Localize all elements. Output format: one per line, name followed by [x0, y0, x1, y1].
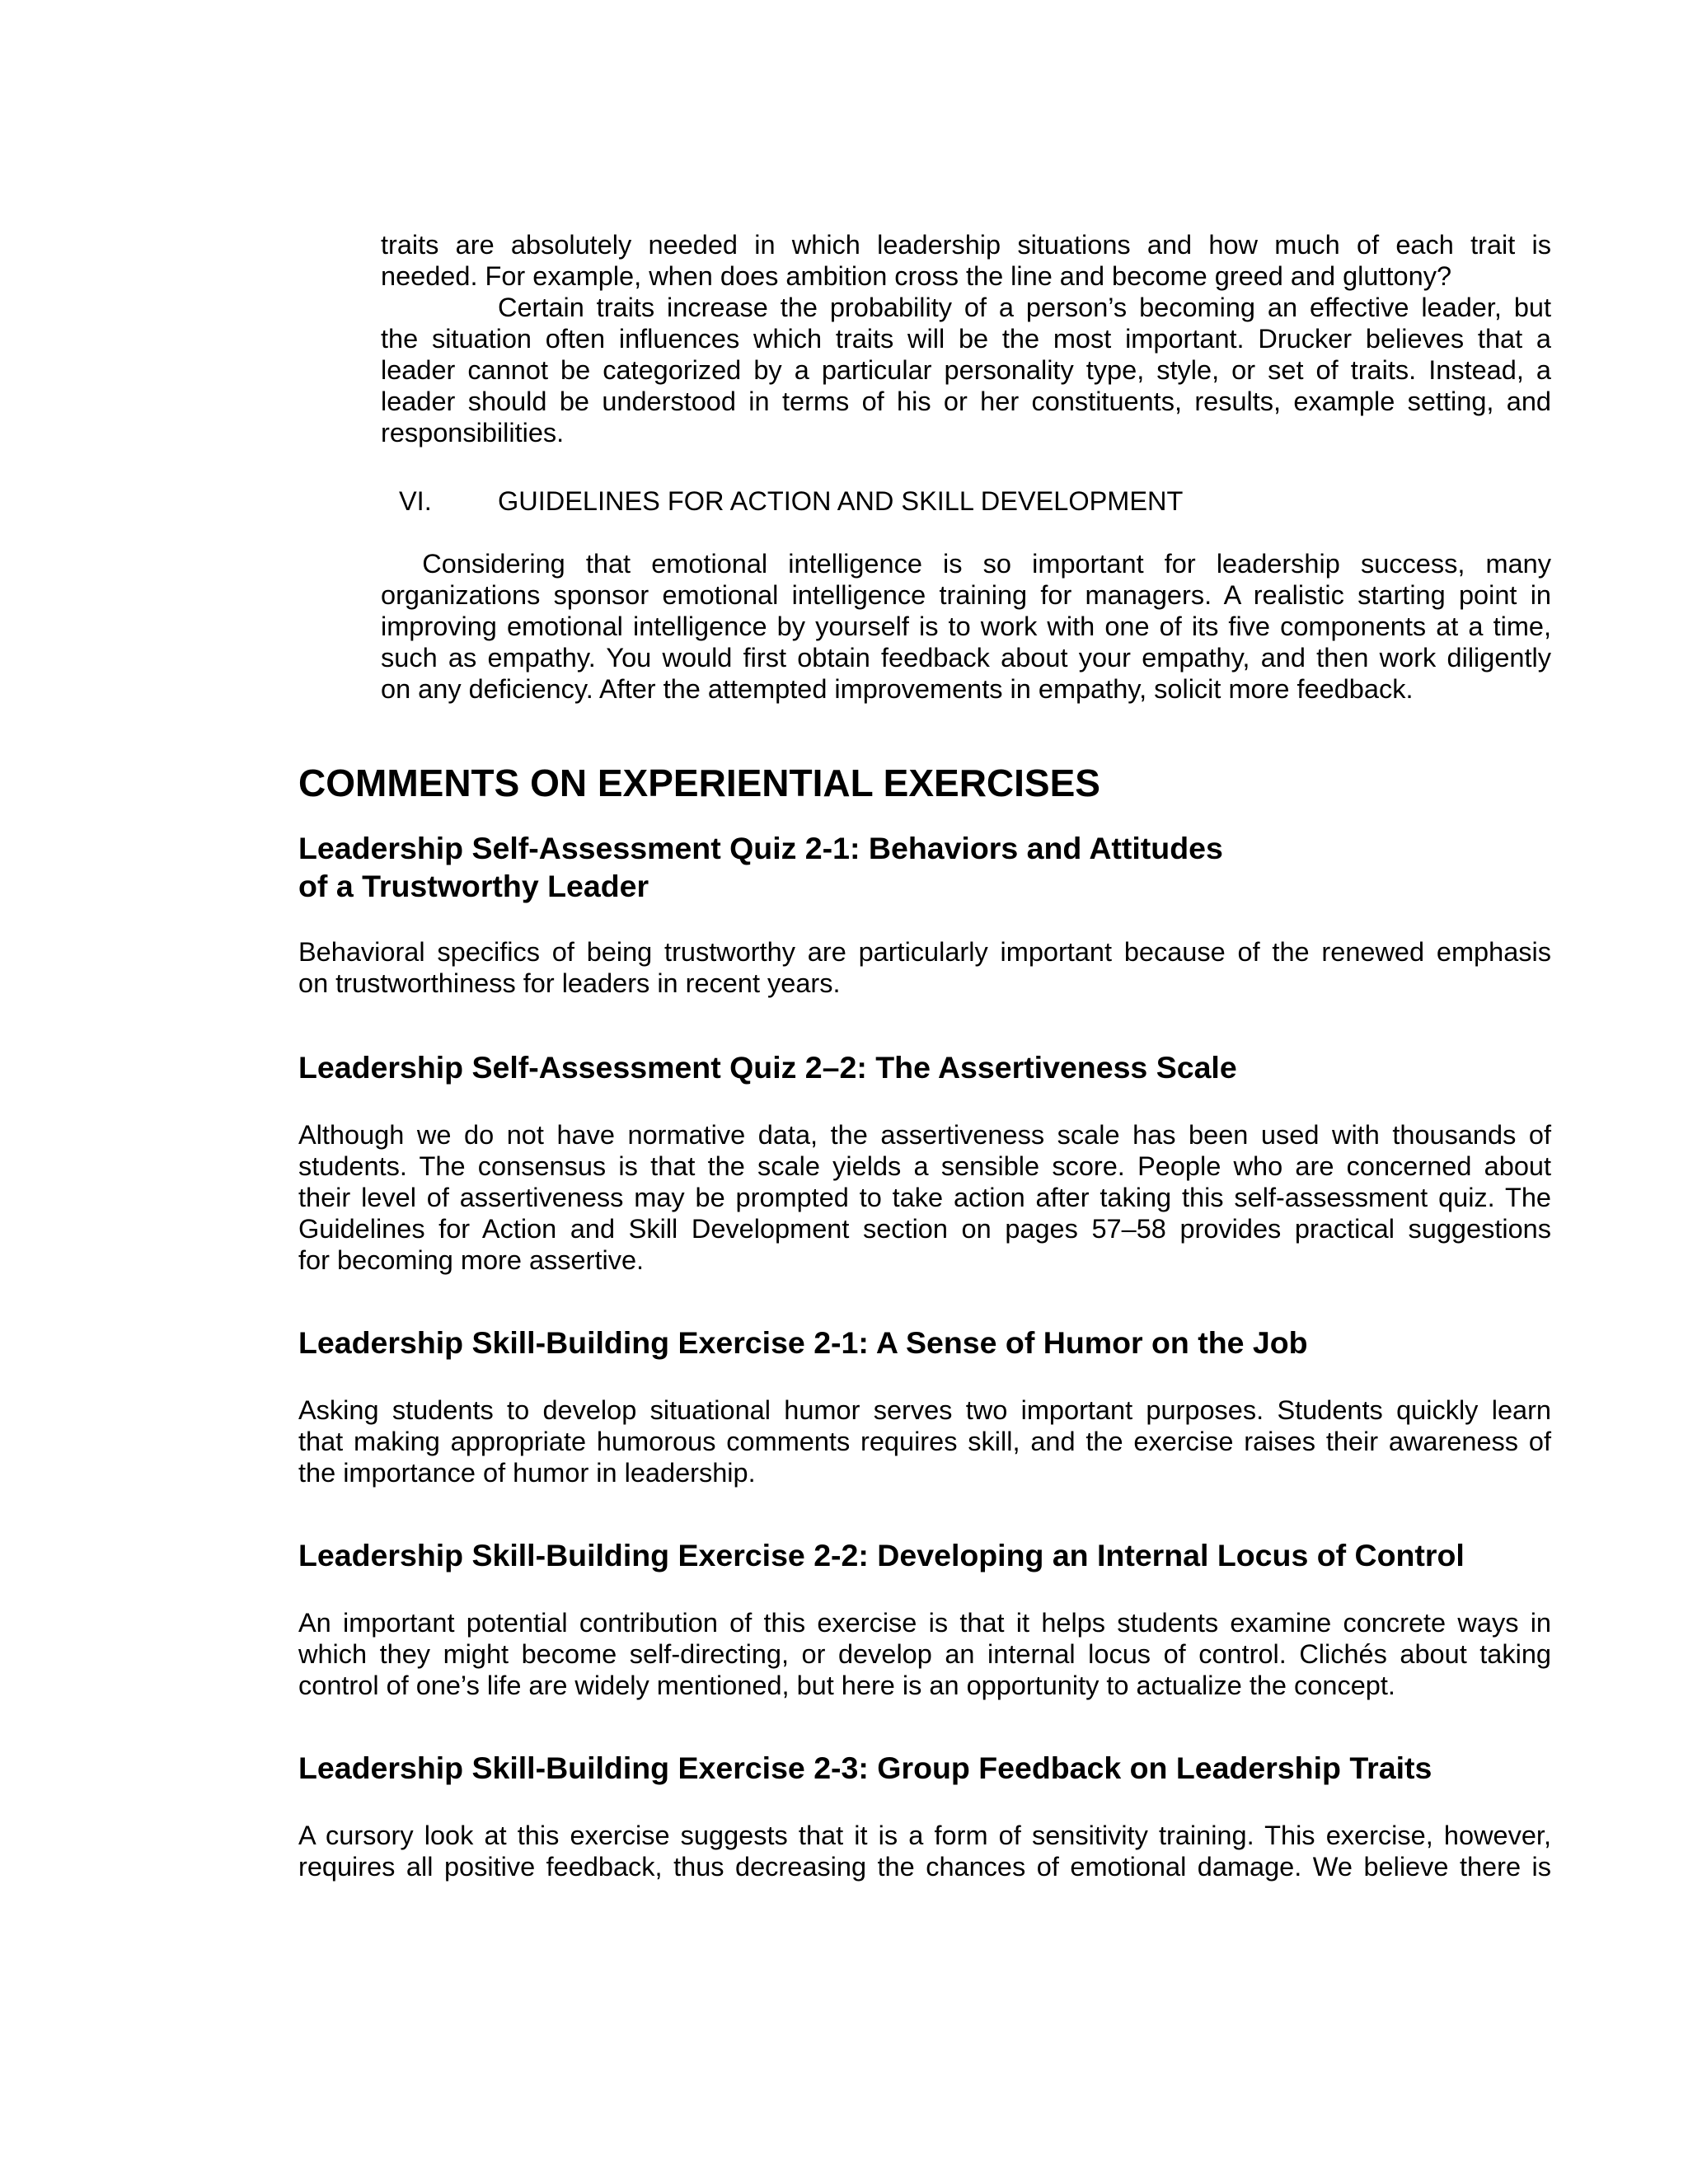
exercise-heading — [298, 1749, 1432, 1787]
main-heading: COMMENTS ON EXPERIENTIAL EXERCISES — [298, 762, 1100, 804]
text-line: organizations sponsor emotional intelligence training for managers. A realistic starting point in — [381, 580, 1551, 610]
text-line: An important potential contribution of this exercise is that it helps students examine concrete ways in — [298, 1608, 1551, 1638]
exercise-body — [298, 1394, 1551, 1488]
section-vi-heading — [399, 485, 1183, 517]
exercise-body — [298, 1607, 1551, 1701]
intro-paragraph-2 — [381, 292, 1551, 448]
text-line: A cursory look at this exercise suggests that it is a form of sensitivity training. This exercise, however, — [298, 1821, 1551, 1850]
exercise-heading — [298, 1324, 1308, 1361]
text-line: traits are absolutely needed in which leadership situations and how much of each trait is — [381, 230, 1551, 260]
text-line: which they might become self-directing, or develop an internal locus of control. Clichés about taking — [298, 1639, 1551, 1669]
text-line: responsibilities. — [381, 418, 565, 448]
text-line: Behavioral specifics of being trustworthy are particularly important because of the renewed emphasis — [298, 937, 1551, 967]
exercise-heading-line: Leadership Self-Assessment Quiz 2-1: Behaviors and Attitudes — [298, 831, 1223, 865]
section-title: GUIDELINES FOR ACTION AND SKILL DEVELOPMENT — [498, 486, 1184, 516]
text-line: Asking students to develop situational humor serves two important purposes. Students quickly learn — [298, 1395, 1551, 1425]
text-line: needed. For example, when does ambition cross the line and become greed and gluttony? — [381, 261, 1452, 291]
section-number: VI. — [399, 486, 432, 516]
exercise-body — [298, 1820, 1551, 1882]
exercise-heading-line: Leadership Skill-Building Exercise 2-2: Developing an Internal Locus of Control — [298, 1538, 1465, 1572]
section-vi-paragraph — [381, 548, 1551, 705]
exercise-heading — [298, 829, 1223, 905]
text-line: control of one’s life are widely mentioned, but here is an opportunity to actualize the concept. — [298, 1671, 1395, 1700]
text-line: their level of assertiveness may be prompted to take action after taking this self-assessment quiz. The — [298, 1183, 1551, 1212]
text-line: leader should be understood in terms of his or her constituents, results, example setting, and — [381, 387, 1551, 416]
text-line: on any deficiency. After the attempted improvements in empathy, solicit more feedback. — [381, 674, 1414, 704]
text-line: students. The consensus is that the scale yields a sensible score. People who are concerned about — [298, 1151, 1551, 1181]
text-line: requires all positive feedback, thus decreasing the chances of emotional damage. We believe there is — [298, 1852, 1551, 1882]
exercise-body — [298, 936, 1551, 999]
exercise-heading-line: Leadership Skill-Building Exercise 2-1: A Sense of Humor on the Job — [298, 1325, 1308, 1360]
intro-paragraph-1 — [381, 229, 1551, 292]
text-line: Guidelines for Action and Skill Development section on pages 57–58 provides practical suggestions — [298, 1214, 1551, 1244]
text-line: Certain traits increase the probability of a person’s becoming an effective leader, but — [498, 293, 1551, 322]
text-line: the situation often influences which traits will be the most important. Drucker believes that a — [381, 324, 1551, 354]
exercise-heading — [298, 1536, 1465, 1574]
exercise-body — [298, 1119, 1551, 1276]
exercise-heading-line: of a Trustworthy Leader — [298, 869, 649, 903]
text-line: such as empathy. You would first obtain feedback about your empathy, and then work diligently — [381, 643, 1551, 673]
text-line: the importance of humor in leadership. — [298, 1458, 756, 1488]
text-line: Considering that emotional intelligence is so important for leadership success, many — [381, 549, 1551, 579]
text-line: that making appropriate humorous comments requires skill, and the exercise raises their awareness of — [298, 1427, 1551, 1456]
text-line: Although we do not have normative data, the assertiveness scale has been used with thousands of — [298, 1120, 1551, 1150]
text-line: leader cannot be categorized by a particular personality type, style, or set of traits. Instead, a — [381, 355, 1551, 385]
exercise-heading-line: Leadership Self-Assessment Quiz 2–2: The Assertiveness Scale — [298, 1050, 1237, 1085]
text-line: improving emotional intelligence by yourself is to work with one of its five components at a time, — [381, 612, 1551, 641]
exercise-heading-line: Leadership Skill-Building Exercise 2-3: Group Feedback on Leadership Traits — [298, 1750, 1432, 1785]
exercise-heading — [298, 1048, 1237, 1086]
text-line: on trustworthiness for leaders in recent years. — [298, 968, 841, 998]
text-line: for becoming more assertive. — [298, 1245, 645, 1275]
